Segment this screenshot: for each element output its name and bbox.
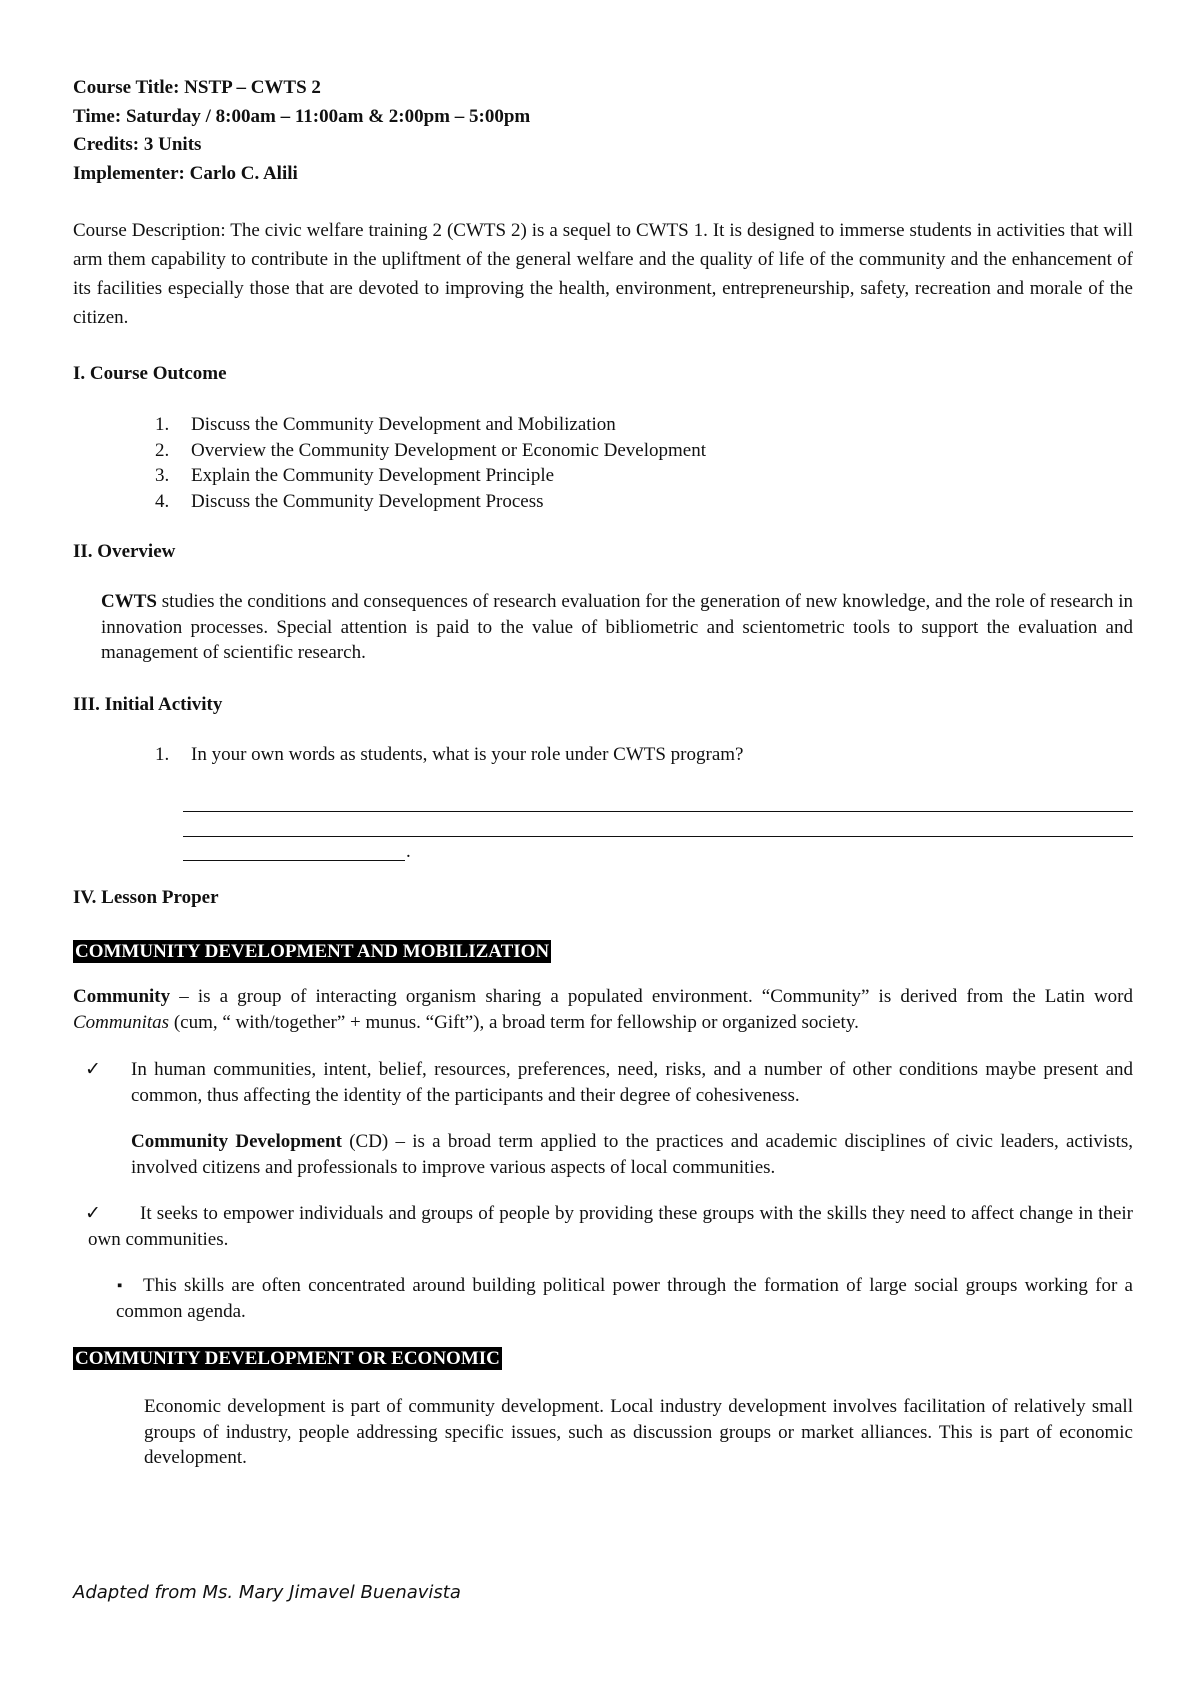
section-heading-activity: III. Initial Activity [73,693,223,715]
square-bullet-icon: ▪ [117,1278,123,1294]
course-credits: Credits: 3 Units [73,134,202,155]
section-heading-outcome: I. Course Outcome [73,363,227,384]
course-header [73,74,1133,188]
activity-question: 1. In your own words as students, what is your role under CWTS program? [155,743,744,765]
bullet-human-communities: ✓ In human communities, intent, belief, resources, preferences, need, risks, and a number of other conditions maybe present and common, thus affecting the identity of the participants and their degree of cohesiveness. [85,1059,1133,1106]
bullet-skills: ▪ This skills are often concentrated around building political power through the formation of large social groups working for a common agenda. [116,1275,1133,1322]
bullet-empower: ✓ It seeks to empower individuals and groups of people by providing these groups with the skills they need to affect change in their own communities. [85,1203,1133,1250]
section-heading-lesson: IV. Lesson Proper [73,887,219,908]
document-page [73,74,1133,1471]
banner-community-development-mobilization: COMMUNITY DEVELOPMENT AND MOBILIZATION [75,941,550,962]
checkmark-icon: ✓ [85,1203,101,1224]
checkmark-icon: ✓ [85,1059,101,1080]
community-development-definition: Community Development (CD) – is a broad term applied to the practices and academic disciplines of civic leaders, activists, involved citizens and professionals to improve various aspects of local communities. [131,1131,1134,1178]
footer-attribution: Adapted from Ms. Mary Jimavel Buenavista [73,1582,461,1603]
answer-line [183,787,1133,812]
course-title: Course Title: NSTP – CWTS 2 [73,77,321,98]
outcome-item: 4. Discuss the Community Development Process [155,490,544,512]
course-implementer: Implementer: Carlo C. Alili [73,162,298,184]
answer-line [183,812,1133,837]
outcome-item: 3. Explain the Community Development Principle [155,465,555,486]
section-heading-overview: II. Overview [73,541,176,562]
outcome-item: 2. Overview the Community Development or Economic Development [155,439,706,461]
economic-development-paragraph: Economic development is part of community development. Local industry development involves facilitation of relatively small groups of industry, people addressing specific issues, such as discussion groups or market alliances. This is part of economic development. [144,1396,1133,1468]
course-description: Course Description: The civic welfare training 2 (CWTS 2) is a sequel to CWTS 1. It is designed to immerse students in activities that will arm them capability to contribute in the upliftment of the general welfare and the quality of life of the community and the enhancement of its facilities especially those that are devoted to improving the health, environment, entrepreneurship, safety, recreation and morale of the citizen. [73,220,1133,328]
course-time: Time: Saturday / 8:00am – 11:00am & 2:00pm – 5:00pm [73,105,531,127]
overview-paragraph: CWTS studies the conditions and consequences of research evaluation for the generation of new knowledge, and the role of research in innovation processes. Special attention is paid to the value of bibliometric and scientometric tools to support the evaluation and management of scientific research. [101,591,1133,663]
answer-line-short: . [183,837,1133,863]
activity-list [73,742,1133,768]
outcome-item: 1. Discuss the Community Development and Mobilization [155,414,616,435]
outcome-list [73,412,1133,514]
banner-community-development-economic: COMMUNITY DEVELOPMENT OR ECONOMIC [75,1348,500,1369]
community-definition: Community – is a group of interacting organism sharing a populated environment. “Community” is derived from the Latin word Communitas (cum, “ with/together” + munus. “Gift”), a broad term for fellowship or organized society. [73,986,1133,1033]
answer-lines[interactable] [183,787,1133,863]
